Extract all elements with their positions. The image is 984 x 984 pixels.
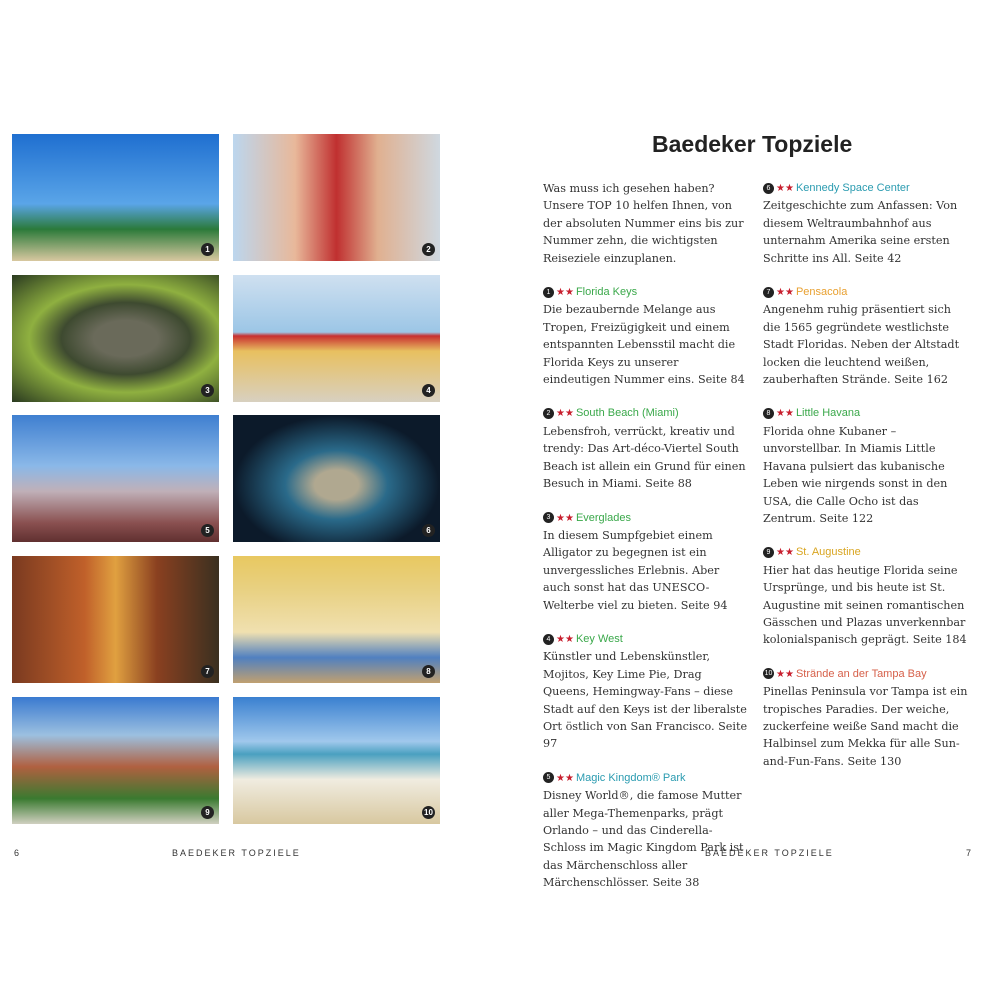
entry-title: Kennedy Space Center	[795, 182, 910, 194]
star-rating-icon: ★★	[776, 183, 794, 194]
entry-title: Magic Kingdom® Park	[575, 771, 686, 784]
topziel-entry	[543, 510, 748, 614]
photo-palm-beach	[12, 134, 219, 261]
topziel-entry	[543, 631, 748, 753]
star-rating-icon: ★★	[556, 512, 574, 524]
photo-alligator	[12, 275, 219, 402]
page-title: Baedeker Topziele	[652, 131, 853, 157]
entry-title: Pensacola	[795, 286, 848, 299]
photo-cinderella-castle	[12, 415, 219, 542]
photo-number: 7	[201, 665, 214, 678]
photo-number: 8	[422, 665, 435, 678]
entry-text: Die bezaubernde Melange aus Tropen, Freizügigkeit und einem entspannten Lebensstil macht die Florida Keys zu unserer eindeutigen Nummer eins. Seite 84	[543, 303, 745, 387]
entry-text: Disney World®, die famose Mutter aller Mega-Themenparks, prägt Orlando – und das Cinderella-Schloss im Magic Kingdom Park ist das Märchenschloss aller Märchenschlösser. Seite 38	[543, 789, 744, 890]
star-rating-icon: ★★	[556, 633, 574, 645]
star-rating-icon: ★★	[776, 287, 794, 299]
running-head-left: BAEDEKER TOPZIELE	[172, 848, 301, 858]
photo-southernmost-point	[233, 275, 440, 402]
entry-text: In diesem Sumpfgebiet einem Alligator zu begegnen ist ein unvergessliches Erlebnis. Aber auch sonst hat das UNESCO-Welterbe viel zu bieten. Seite 94	[543, 528, 728, 612]
entry-title: Little Havana	[795, 407, 861, 420]
intro-text: Was muss ich gesehen haben? Unsere TOP 10 helfen Ihnen, von der absoluten Nummer eins bis zur Nummer zehn, die wichtigsten Reiseziele einzuplanen.	[543, 182, 744, 265]
photo-number: 4	[422, 384, 435, 397]
entry-title: St. Augustine	[795, 546, 861, 559]
entry-title: Key West	[575, 632, 623, 645]
entry-text: Künstler und Lebenskünstler, Mojitos, Key Lime Pie, Drag Queens, Hemingway-Fans – diese Stadt auf den Keys ist der liberalste Ort östlich von San Francisco. Seite 97	[543, 650, 748, 751]
topziel-entry	[543, 284, 748, 388]
star-rating-icon: ★★	[556, 287, 574, 299]
text-column-1	[543, 180, 748, 909]
number-badge: 10	[764, 670, 773, 678]
photo-tampa-beach	[233, 697, 440, 824]
photo-number: 1	[201, 243, 214, 256]
number-badge: 5	[543, 772, 554, 783]
entry-title: Florida Keys	[575, 286, 638, 299]
photo-number: 2	[422, 243, 435, 256]
photo-space-shuttle	[233, 415, 440, 542]
entry-title: Strände an der Tampa Bay	[795, 667, 927, 680]
star-rating-icon: ★★	[556, 408, 574, 420]
photo-people-beach	[233, 134, 440, 261]
number-badge: 9	[763, 547, 774, 558]
entry-text: Florida ohne Kubaner – unvorstellbar. In Miamis Little Havana pulsiert das kubanische Leben wie nirgends sonst in den USA, die Calle Ocho ist das Zentrum. Seite 122	[763, 424, 948, 525]
topziel-entry	[543, 405, 748, 492]
topziel-entry	[763, 180, 968, 267]
topziel-entry	[763, 544, 968, 648]
entry-text: Angenehm ruhig präsentiert sich die 1565 gegründete westlichste Stadt Floridas. Neben der Altstadt locken die leuchtend weißen, zauberhaften Strände. Seite 162	[763, 303, 960, 387]
topziel-entry	[763, 666, 968, 770]
photo-number: 3	[201, 384, 214, 397]
photo-st-augustine	[12, 697, 219, 824]
photo-number: 10	[422, 806, 435, 819]
star-rating-icon: ★★	[776, 408, 794, 420]
photo-number: 6	[422, 524, 435, 537]
running-head-right: BAEDEKER TOPZIELE	[705, 848, 834, 858]
number-badge: 3	[543, 512, 554, 523]
entry-title: Everglades	[575, 511, 631, 524]
text-column-2	[763, 180, 968, 787]
number-badge: 7	[763, 287, 774, 298]
number-badge: 4	[543, 634, 554, 645]
photo-pensacola-building	[12, 556, 219, 683]
photo-cafeteria-mural	[233, 556, 440, 683]
topziel-entry	[763, 405, 968, 527]
number-badge: 1	[543, 287, 554, 298]
star-rating-icon: ★★	[776, 547, 794, 559]
topziel-entry	[763, 284, 968, 388]
number-badge: 6	[763, 183, 774, 194]
topziel-entry	[543, 770, 748, 892]
entry-text: Pinellas Peninsula vor Tampa ist ein tropisches Paradies. Der weiche, zuckerfeine weiße Sand macht die Halbinsel zum Mekka für alle Sun-and-Fun-Fans. Seite 130	[763, 685, 968, 768]
number-badge: 2	[543, 408, 554, 419]
star-rating-icon: ★★	[776, 668, 794, 680]
entry-text: Zeitgeschichte zum Anfassen: Von diesem Weltraumbahnhof aus unternahm Amerika seine ersten Schritte ins All. Seite 42	[763, 199, 958, 265]
entry-text: Hier hat das heutige Florida seine Ursprünge, und bis heute ist St. Augustine mit seinen romantischen Gässchen und Plazas unverkennbar kolonialspanisch geprägt. Seite 184	[763, 563, 967, 647]
photo-number: 9	[201, 806, 214, 819]
photo-number: 5	[201, 524, 214, 537]
entry-text: Lebensfroh, verrückt, kreativ und trendy: Das Art-déco-Viertel South Beach ist allein ein Grund für einen Besuch in Miami. Seite 88	[543, 424, 746, 491]
number-badge: 8	[763, 408, 774, 419]
page-number-left: 6	[14, 848, 22, 858]
entry-title: South Beach (Miami)	[575, 407, 679, 420]
star-rating-icon: ★★	[556, 772, 574, 784]
page-number-right: 7	[966, 848, 974, 858]
